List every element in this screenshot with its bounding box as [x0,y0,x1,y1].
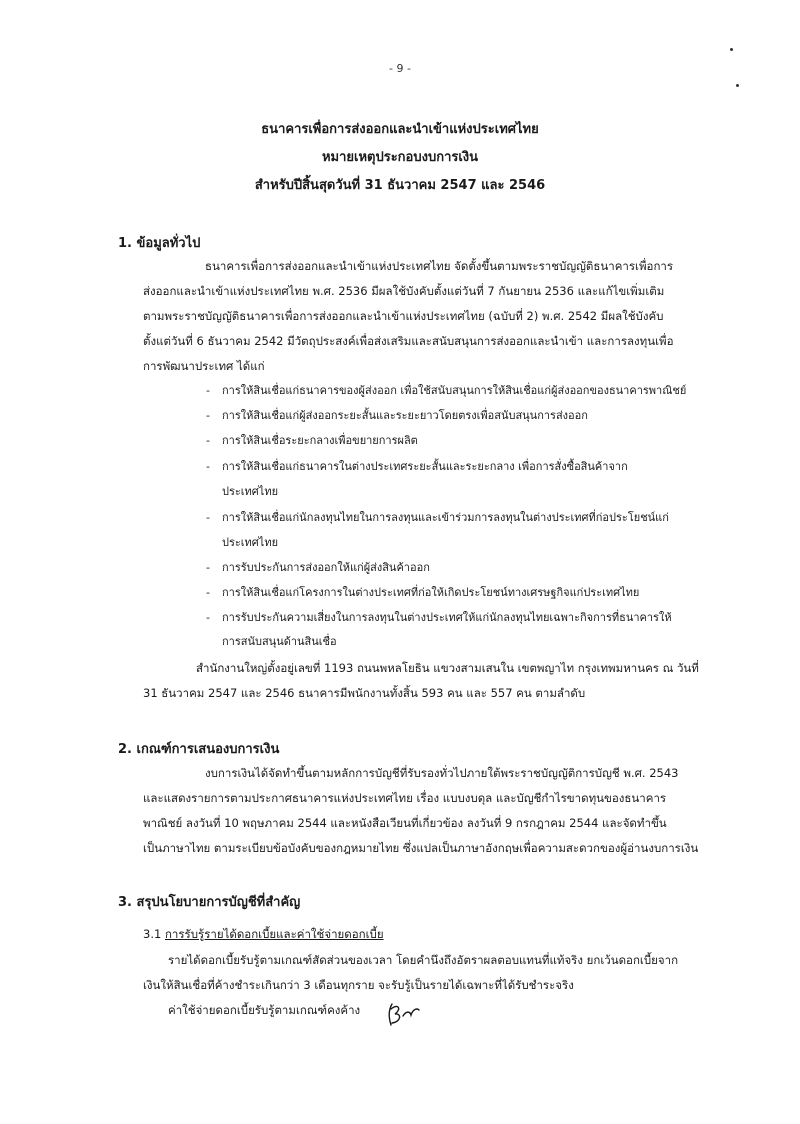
title-period: สำหรับปีสิ้นสุดวันที่ 31 ธันวาคม 2547 และ 2546 [254,178,546,193]
bullet-item: การให้สินเชื่อแก่ธนาคารในต่างประเทศระยะสั้นและระยะกลาง เพื่อการสั่งซื้อสินค้าจาก [222,460,628,473]
subsection-number: 3.1 [143,927,162,941]
section-2-para-line: เป็นภาษาไทย ตามระเบียบข้อบังคับของกฎหมายไทย ซึ่งแปลเป็นภาษาอังกฤษเพื่อความสะดวกของผู้อ่านงบการเงิน [143,841,699,855]
section-1-para2-line: สำนักงานใหญ่ตั้งอยู่เลขที่ 1193 ถนนพหลโยธิน แขวงสามเสนใน เขตพญาไท กรุงเทพมหานคร ณ วันที่ [196,661,699,675]
bullet-item-continuation: ประเทศไทย [222,485,279,498]
title-notes: หมายเหตุประกอบงบการเงิน [321,150,479,165]
bullet-item-continuation: การสนับสนุนด้านสินเชื่อ [222,635,337,648]
section-3-para-line: รายได้ดอกเบี้ยรับรู้ตามเกณฑ์สัดส่วนของเวลา โดยคำนึงถึงอัตราผลตอบแทนที่แท้จริง ยกเว้นดอกเบี้ยจาก [168,953,679,967]
scan-speck [730,48,733,51]
section-1-para1-line: ธนาคารเพื่อการส่งออกและนำเข้าแห่งประเทศไทย จัดตั้งขึ้นตามพระราชบัญญัติธนาคารเพื่อการ [205,259,674,273]
title-bank-name: ธนาคารเพื่อการส่งออกและนำเข้าแห่งประเทศไทย [261,122,539,137]
scan-speck [736,84,739,87]
bullet-dash: - [206,611,210,624]
section-1-heading: 1. ข้อมูลทั่วไป [118,236,201,251]
section-1-para1-line: ส่งออกและนำเข้าแห่งประเทศไทย พ.ศ. 2536 มีผลใช้บังคับตั้งแต่วันที่ 7 กันยายน 2536 และแก้ไขเพิ่มเติม [143,284,665,298]
section-3-last-line: ค่าใช้จ่ายดอกเบี้ยรับรู้ตามเกณฑ์คงค้าง [168,1003,361,1017]
bullet-item: การให้สินเชื่อระยะกลางเพื่อขยายการผลิต [222,434,418,447]
bullet-dash: - [206,511,210,524]
bullet-item: การรับประกันความเสี่ยงในการลงทุนในต่างประเทศให้แก่นักลงทุนไทยเฉพาะกิจการที่ธนาคารให้ [222,611,672,624]
bullet-item: การให้สินเชื่อแก่โครงการในต่างประเทศที่ก่อให้เกิดประโยชน์ทางเศรษฐกิจแก่ประเทศไทย [222,586,640,599]
section-2-para-line: และแสดงรายการตามประกาศธนาคารแห่งประเทศไทย เรื่อง แบบงบดุล และบัญชีกำไรขาดทุนของธนาคาร [143,791,667,805]
bullet-dash: - [206,384,210,397]
bullet-item: การให้สินเชื่อแก่ผู้ส่งออกระยะสั้นและระยะยาวโดยตรงเพื่อสนับสนุนการส่งออก [222,409,588,422]
bullet-dash: - [206,460,210,473]
bullet-item-continuation: ประเทศไทย [222,536,279,549]
bullet-item: การให้สินเชื่อแก่นักลงทุนไทยในการลงทุนและเข้าร่วมการลงทุนในต่างประเทศที่ก่อประโยชน์แก่ [222,511,669,524]
subsection-title: การรับรู้รายได้ดอกเบี้ยและค่าใช้จ่ายดอกเบี้ย [164,927,384,941]
bullet-dash: - [206,409,210,422]
initials-signature-icon [386,1001,420,1027]
section-1-para2-line: 31 ธันวาคม 2547 และ 2546 ธนาคารมีพนักงานทั้งสิ้น 593 คน และ 557 คน ตามลำดับ [143,686,586,700]
bullet-dash: - [206,561,210,574]
section-3-para-line: เงินให้สินเชื่อที่ค้างชำระเกินกว่า 3 เดือนทุกราย จะรับรู้เป็นรายได้เฉพาะที่ได้รับชำระจริง [143,978,574,992]
section-2-heading: 2. เกณฑ์การเสนองบการเงิน [118,742,280,757]
bullet-dash: - [206,434,210,447]
subsection-3-1 [143,926,384,944]
section-2-para-line: พาณิชย์ ลงวันที่ 10 พฤษภาคม 2544 และหนังสือเวียนที่เกี่ยวข้อง ลงวันที่ 9 กรกฎาคม 2544 และจัดทำขึ้น [143,816,667,830]
section-1-para1-line: ตามพระราชบัญญัติธนาคารเพื่อการส่งออกและนำเข้าแห่งประเทศไทย (ฉบับที่ 2) พ.ศ. 2542 มีผลใช้บังคับ [143,309,664,323]
bullet-item: การให้สินเชื่อแก่ธนาคารของผู้ส่งออก เพื่อใช้สนับสนุนการให้สินเชื่อแก่ผู้ส่งออกของธนาคารพาณิชย์ [222,384,687,397]
section-1-para1-line: การพัฒนาประเทศ ได้แก่ [143,359,265,373]
bullet-dash: - [206,586,210,599]
section-2-para-line: งบการเงินได้จัดทำขึ้นตามหลักการบัญชีที่รับรองทั่วไปภายใต้พระราชบัญญัติการบัญชี พ.ศ. 2543 [205,766,679,780]
bullet-item: การรับประกันการส่งออกให้แก่ผู้ส่งสินค้าออก [222,561,430,574]
section-1-para1-line: ตั้งแต่วันที่ 6 ธันวาคม 2542 มีวัตถุประสงค์เพื่อส่งเสริมและสนับสนุนการส่งออกและนำเข้า และการลงทุนเพื่อ [143,334,674,348]
section-3-heading: 3. สรุปนโยบายการบัญชีที่สำคัญ [118,895,301,910]
page-number: - 9 - [389,62,411,75]
